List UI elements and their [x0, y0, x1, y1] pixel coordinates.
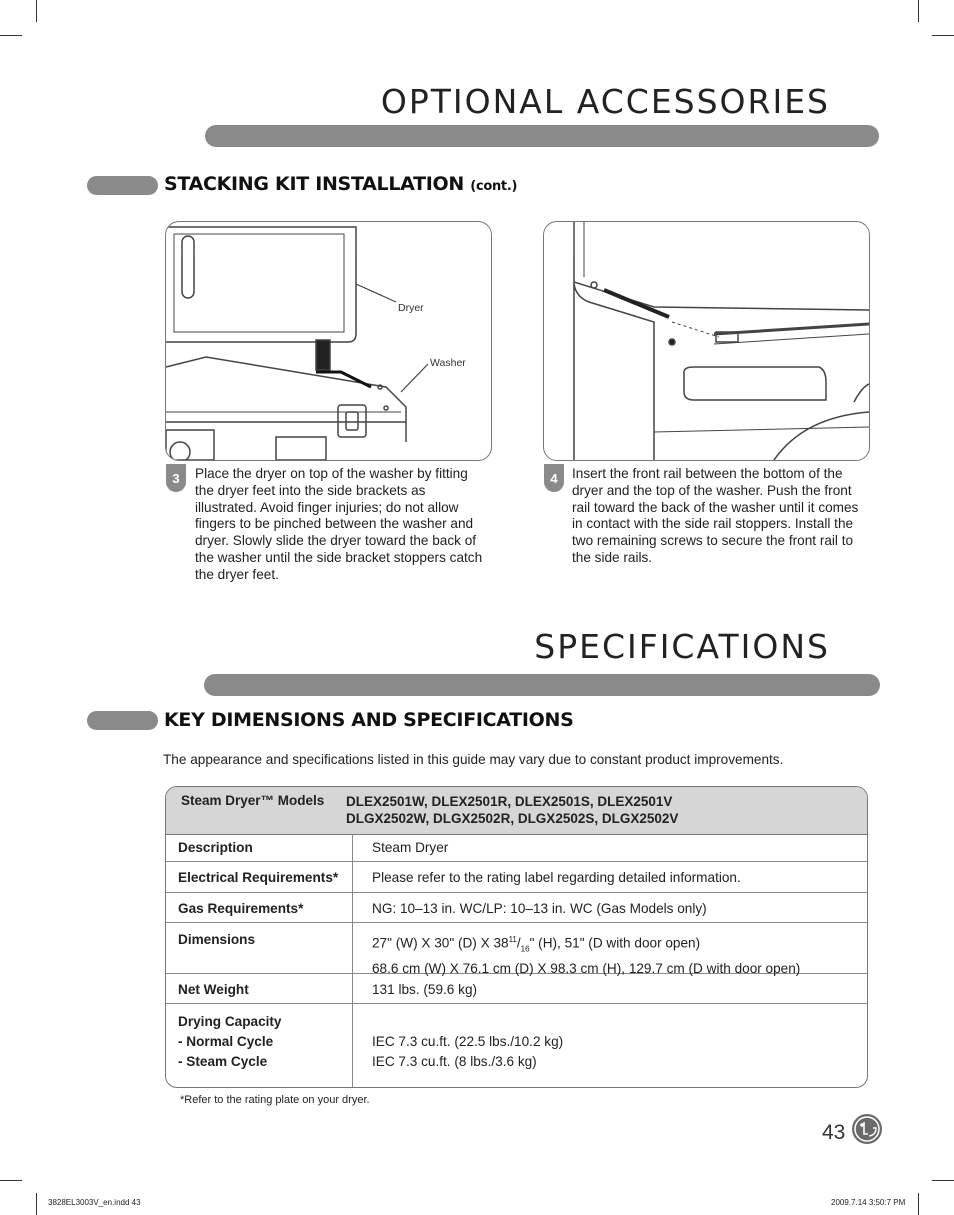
table-row	[166, 923, 867, 977]
row-value: NG: 10–13 in. WC/LP: 10–13 in. WC (Gas Models only)	[372, 901, 707, 916]
figure-step-4	[543, 221, 870, 461]
models-line-1: DLEX2501W, DLEX2501R, DLEX2501S, DLEX2501V	[346, 794, 673, 809]
dim-fraction-den: 16	[520, 944, 530, 954]
crop-mark	[918, 1193, 919, 1215]
row-label: Dimensions	[178, 932, 256, 947]
capacity-label: Drying Capacity	[178, 1014, 282, 1029]
subhead-cont: (cont.)	[470, 179, 518, 194]
table-row	[166, 974, 867, 1004]
lg-logo-icon	[852, 1114, 882, 1144]
title-bar	[204, 674, 880, 696]
step-number-3: 3	[166, 464, 186, 492]
normal-cycle-value: IEC 7.3 cu.ft. (22.5 lbs./10.2 kg)	[372, 1034, 564, 1049]
crop-mark	[932, 35, 954, 36]
subhead-pill	[87, 176, 158, 195]
table-row	[166, 862, 867, 893]
row-label: Description	[178, 840, 253, 855]
title-bar	[205, 125, 879, 147]
row-value: 131 lbs. (59.6 kg)	[372, 982, 478, 997]
row-label: Gas Requirements*	[178, 901, 304, 916]
subhead-key-dimensions: KEY DIMENSIONS AND SPECIFICATIONS	[164, 709, 574, 731]
normal-cycle-label: - Normal Cycle	[178, 1034, 274, 1049]
page-number: 43	[822, 1121, 846, 1144]
row-label: Net Weight	[178, 982, 249, 997]
models-label: Steam Dryer™ Models	[181, 793, 325, 808]
dimensions-imperial	[372, 930, 800, 959]
section-title-accessories: OPTIONAL ACCESSORIES	[380, 82, 830, 121]
crop-mark	[918, 0, 919, 22]
crop-mark	[36, 0, 37, 22]
row-label: Electrical Requirements*	[178, 870, 339, 885]
models-list	[346, 793, 678, 827]
crop-mark	[36, 1193, 37, 1215]
table-row	[166, 893, 867, 923]
dim-fraction-slash: /	[516, 935, 521, 951]
figure-step-3	[165, 221, 492, 461]
dim-text: 27" (W) X 30" (D) X 38	[372, 935, 509, 951]
intro-text: The appearance and specifications listed in this guide may vary due to constant product improvements.	[163, 752, 784, 767]
step-number-4: 4	[544, 464, 564, 492]
dim-fraction-num: 11	[508, 935, 517, 944]
spec-table-header	[166, 787, 867, 835]
subhead-text: STACKING KIT INSTALLATION	[164, 173, 464, 195]
label-washer: Washer	[430, 357, 466, 369]
steam-cycle-label: - Steam Cycle	[178, 1054, 268, 1069]
steam-cycle-value: IEC 7.3 cu.ft. (8 lbs./3.6 kg)	[372, 1054, 537, 1069]
row-value: Steam Dryer	[372, 840, 449, 855]
row-label	[178, 1012, 282, 1072]
crop-mark	[0, 1180, 22, 1181]
slug-left: 3828EL3003V_en.indd 43	[48, 1198, 141, 1207]
subhead-stacking-kit	[164, 173, 517, 195]
crop-mark	[0, 35, 22, 36]
row-value	[372, 1032, 563, 1072]
table-row	[166, 1004, 867, 1087]
step-3-text: Place the dryer on top of the washer by fitting the dryer feet into the side brackets as illustrated. Avoid finger injuries; do not allow fingers to be pinched between the washer and dryer. Slowly slide the dryer toward the back of the washer until the side bracket stoppers catch the dryer feet.	[195, 466, 483, 582]
subhead-pill	[87, 711, 158, 730]
label-dryer: Dryer	[398, 302, 424, 314]
row-value	[372, 930, 800, 979]
step-4-text: Insert the front rail between the bottom of the dryer and the top of the washer. Push the front rail toward the back of the washer until it comes in contact with the side rail stoppers. Install the two remaining screws to secure the front rail to the side rails.	[572, 466, 859, 565]
models-line-2: DLGX2502W, DLGX2502R, DLGX2502S, DLGX2502V	[346, 811, 679, 826]
crop-mark	[932, 1180, 954, 1181]
row-value: Please refer to the rating label regarding detailed information.	[372, 870, 741, 885]
dryer-washer-illustration	[166, 222, 491, 460]
front-rail-illustration	[544, 222, 869, 460]
spec-table	[165, 786, 868, 1088]
footnote: *Refer to the rating plate on your dryer.	[180, 1094, 370, 1106]
slug-right: 2009.7.14 3:50:7 PM	[831, 1198, 906, 1207]
table-row	[166, 835, 867, 862]
dim-text: " (H), 51" (D with door open)	[529, 935, 701, 951]
section-title-specifications: SPECIFICATIONS	[534, 627, 830, 666]
dimensions-metric: 68.6 cm (W) X 76.1 cm (D) X 98.3 cm (H), 129.7 cm (D with door open)	[372, 961, 801, 977]
